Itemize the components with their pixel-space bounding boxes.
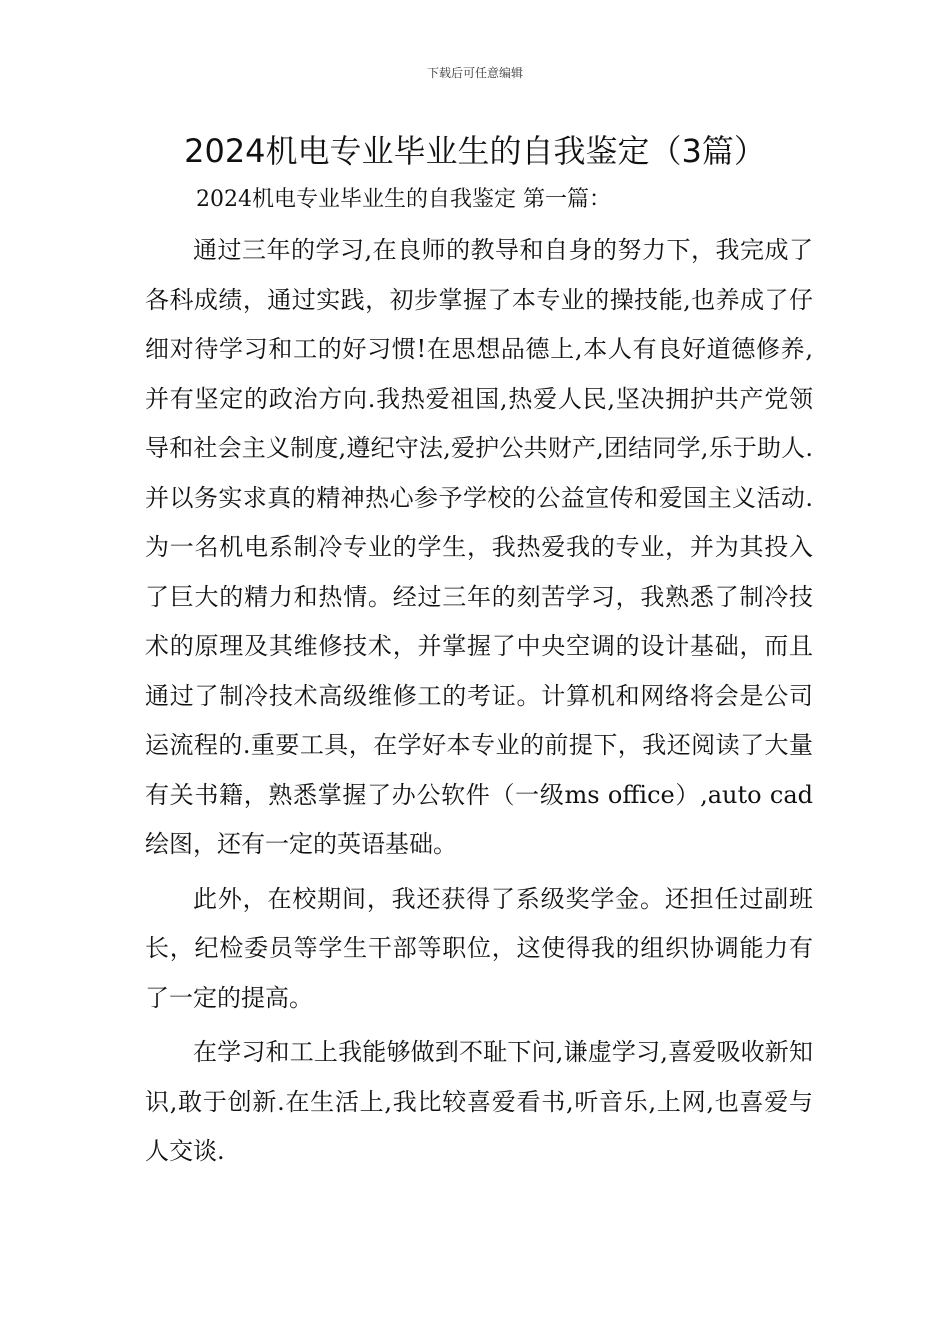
document-title: 2024机电专业毕业生的自我鉴定（3篇） <box>184 132 766 170</box>
paragraph-2: 此外，在校期间，我还获得了系级奖学金。还担任过副班长，纪检委员等学生干部等职位，这使得我的组织协调能力有了一定的提高。 <box>145 884 813 1012</box>
document-body <box>145 226 813 1177</box>
paragraph-3: 在学习和工上我能够做到不耻下问,谦虚学习,喜爱吸收新知识,敢于创新.在生活上,我比较喜爱看书,听音乐,上网,也喜爱与人交谈. <box>145 1038 813 1165</box>
header-note: 下载后可任意编辑 <box>426 66 523 80</box>
section-label: 2024机电专业毕业生的自我鉴定 第一篇： <box>196 187 611 212</box>
paragraph-1: 通过三年的学习,在良师的教导和自身的努力下，我完成了各科成绩，通过实践，初步掌握了本专业的操技能,也养成了仔细对待学习和工的好习惯!在思想品德上,本人有良好道德修养,并有坚定的政治方向.我热爱祖国,热爱人民,坚决拥护共产党领导和社会主义制度,遵纪守法,爱护公共财产,团结同学,乐于助人.并以务实求真的精神热心参予学校的公益宣传和爱国主义活动.为一名机电系制冷专业的学生，我热爱我的专业，并为其投入了巨大的精力和热情。经过三年的刻苦学习，我熟悉了制冷技术的原理及其维修技术，并掌握了中央空调的设计基础，而且通过了制冷技术高级维修工的考证。计算机和网络将会是公司运流程的.重要工具，在学好本专业的前提下，我还阅读了大量有关书籍，熟悉掌握了办公软件（一级ms office）,auto cad绘图，还有一定的英语基础。 <box>145 236 813 858</box>
